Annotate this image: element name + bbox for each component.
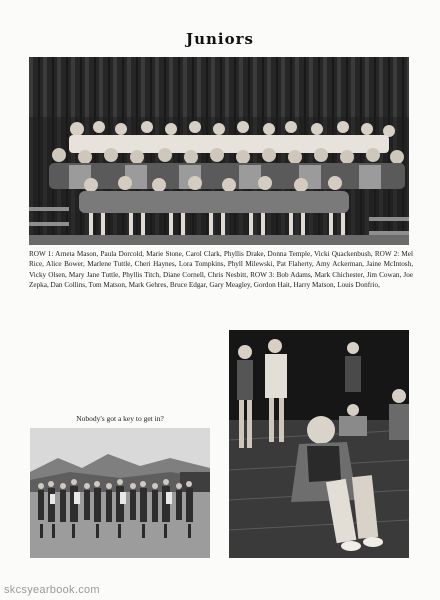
group-photo	[29, 57, 409, 245]
names-caption: ROW 1: Arneta Mason, Paula Dorcold, Marie Stone, Carol Clark, Phyllis Drake, Donna Temple, Vicki Quackenbush, ROW 2: Mel Rice, Alice Bower, Marlene Tuttle, Cheri Haynes, Lora Tompkins, Phyll Milewski, Pat Flaherty, Amy Ackerman, Jaine McIntosh, Vicky Olsen, Mary Jane Tuttle, Phyllis Titch, Diane Cornell, Chris Nesbitt, ROW 3: Bob Adams, Mark Chichester, Jim Cowan, Joe Zepka, Dan Collins, Tom Matson, Mark Gehres, Bruce Edgar, Gary Meagley, Gordon Hait, Harry Matson, Louis Donfrio,	[29, 250, 413, 289]
crowd-photo	[30, 428, 210, 558]
page-title: Juniors	[186, 30, 254, 48]
crowd-photo-caption: Nobody's got a key to get in?	[76, 414, 164, 423]
gym-photo	[229, 330, 409, 558]
watermark: skcsyearbook.com	[4, 584, 100, 596]
